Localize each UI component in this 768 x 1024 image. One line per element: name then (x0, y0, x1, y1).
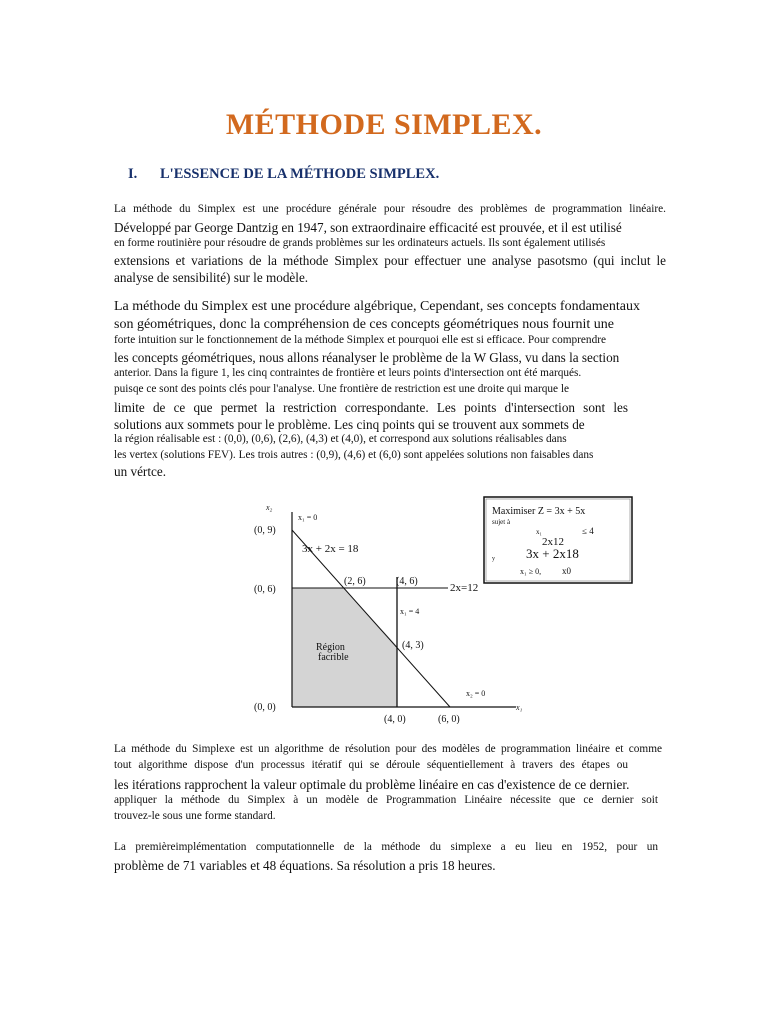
point-label: (6, 0) (438, 714, 460, 724)
y-axis-label: x₂ (266, 503, 273, 512)
model-nonneg-b: x0 (562, 566, 571, 576)
point-label: (0, 9) (254, 525, 276, 536)
point-label: (2, 6) (344, 576, 366, 587)
model-subject-to: sujet à (492, 518, 511, 526)
text-line: La premièreimplémentation computationnelle de la méthode du simplexe a eu lieu en 1952, pour un (114, 841, 658, 853)
text-line: problème de 71 variables et 48 équations. Sa résolution a pris 18 heures. (114, 858, 496, 873)
model-constraint-3: 3x + 2x18 (526, 546, 579, 561)
text-line: La méthode du Simplex est une procédure générale pour résoudre des problèmes de programmation linéaire. (114, 203, 666, 215)
line-label-c3: 3x + 2x = 18 (302, 543, 359, 555)
model-y-mark: y (492, 556, 495, 562)
text-line: La méthode du Simplexe est un algorithme de résolution pour des modèles de programmation linéaire et comme (114, 743, 662, 755)
model-constraint-1-rel: ≤ 4 (582, 526, 594, 536)
region-label: facrible (318, 652, 349, 663)
point-label: (4, 6) (396, 576, 418, 587)
text-line: La méthode du Simplex est une procédure algébrique, Cependant, ses concepts fondamentaux (114, 299, 640, 314)
line-label-c1: x₁ = 4 (400, 607, 420, 616)
text-line: trouvez-le sous une forme standard. (114, 810, 276, 822)
text-line: analyse de sensibilité) sur le modèle. (114, 270, 309, 285)
text-line: solutions aux sommets pour le problème. Les cinq points qui se trouvent aux sommets de (114, 417, 585, 432)
simplex-figure (236, 492, 636, 724)
model-constraint-2: 2x12 (542, 536, 564, 548)
model-nonneg-a: x₁ ≥ 0, (520, 567, 542, 576)
line-label-x2-zero: x₂ = 0 (466, 689, 486, 698)
region-label: Région (316, 642, 345, 653)
page-title: MÉTHODE SIMPLEX. (225, 108, 543, 141)
text-line: les itérations rapprochent la valeur optimale du problème linéaire en cas d'existence de ce dernier. (114, 777, 630, 792)
text-line: puisqe ce sont des points clés pour l'analyse. Une frontière de restriction est une droite qui marque le (114, 383, 570, 395)
text-line: la région réalisable est : (0,0), (0,6), (2,6), (4,3) et (4,0), et correspond aux solutions réalisables dans (114, 433, 567, 445)
section-number: I. (128, 166, 138, 182)
point-label: (4, 0) (384, 714, 406, 724)
line-label-x1-zero: x₁ = 0 (298, 513, 318, 522)
text-line: les vertex (solutions FEV). Les trois autres : (0,9), (4,6) et (6,0) sont appelées solutions non faisables dans (114, 449, 594, 461)
x-axis-label: x₁ (516, 703, 523, 712)
text-line: son géométriques, donc la compréhension de ces concepts géométriques nous fournit une (114, 317, 614, 332)
text-line: limite de ce que permet la restriction correspondante. Les points d'intersection sont les (114, 400, 628, 415)
text-line: anterior. Dans la figure 1, les cinq contraintes de frontière et leurs points d'intersection ont été marqués. (114, 367, 582, 379)
text-line: extensions et variations de la méthode Simplex pour effectuer une analyse pasotsmo (qui inclut le (114, 253, 666, 268)
text-line: un vértce. (114, 464, 166, 479)
section-title: L'ESSENCE DE LA MÉTHODE SIMPLEX. (160, 166, 440, 182)
section-heading (128, 166, 439, 183)
text-line: appliquer la méthode du Simplex à un modèle de Programmation Linéaire nécessite que ce dernier soit (114, 794, 658, 806)
text-line: Développé par George Dantzig en 1947, son extraordinaire efficacité est prouvée, et il est utilisé (114, 220, 622, 235)
point-label: (0, 0) (254, 702, 276, 713)
text-line: forte intuition sur le fonctionnement de la méthode Simplex et pourquoi elle est si efficace. Pour comprendre (114, 334, 607, 346)
model-constraint-1-var: x₁ (536, 528, 542, 536)
text-line: en forme routinière pour résoudre de grands problèmes sur les ordinateurs actuels. Ils sont également utilisés (114, 237, 606, 249)
text-line: les concepts géométriques, nous allons réanalyser le problème de la W Glass, vu dans la section (114, 350, 620, 365)
text-line: tout algorithme dispose d'un processus itératif qui se déroule séquentiellement à travers des étapes ou (114, 759, 628, 771)
line-label-c2: 2x=12 (450, 582, 479, 594)
model-objective: Maximiser Z = 3x + 5x (492, 506, 586, 517)
point-label: (4, 3) (402, 640, 424, 651)
point-label: (0, 6) (254, 584, 276, 595)
